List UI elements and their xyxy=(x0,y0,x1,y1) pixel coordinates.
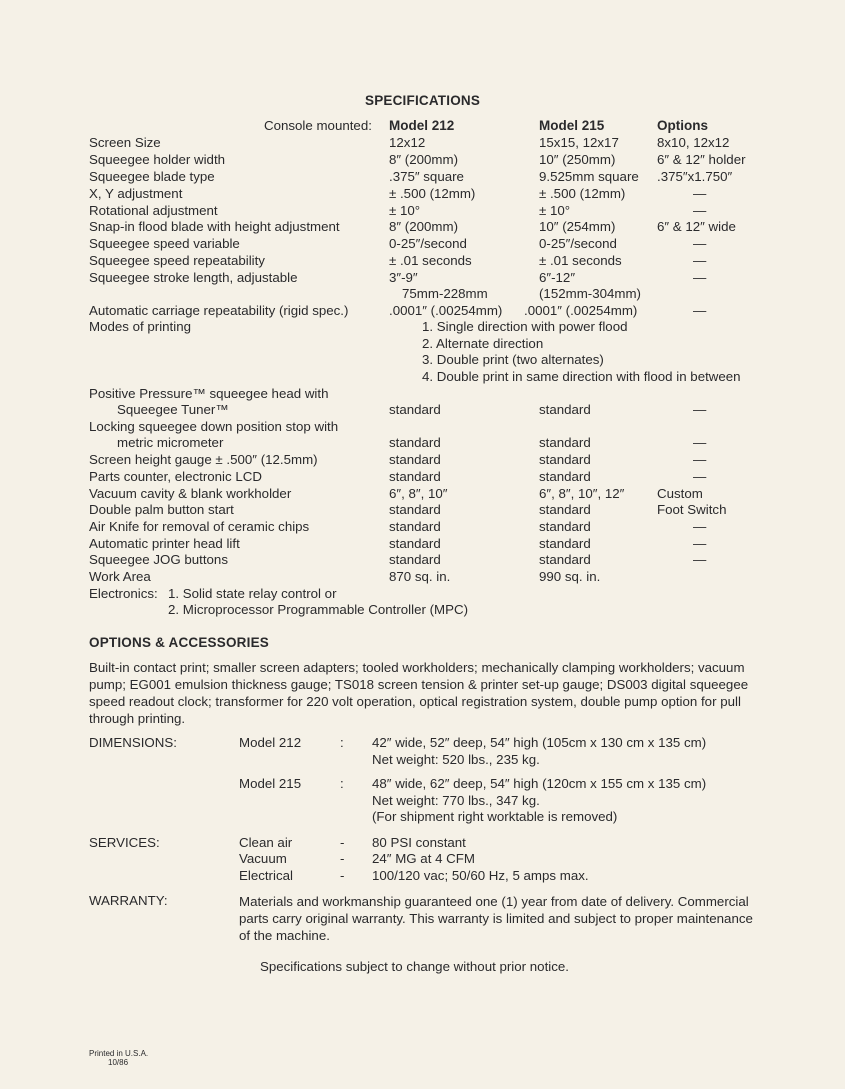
squeegee-tuner-label: Squeegee Tuner™ xyxy=(117,402,229,417)
positive-pressure-model-212: standard xyxy=(389,402,441,417)
metric-micrometer-label: metric micrometer xyxy=(117,435,224,450)
dimensions-model-215-label: Model 215 xyxy=(239,776,302,791)
printing-mode-item: 2. Alternate direction xyxy=(422,336,544,351)
spec-row-option: — xyxy=(693,536,707,551)
spec-row-model-212: standard xyxy=(389,536,441,551)
spec-row-option: — xyxy=(693,270,707,285)
spec-row-model-212: ± .500 (12mm) xyxy=(389,186,476,201)
dimensions-model-215-weight: Net weight: 770 lbs., 347 kg. xyxy=(372,793,540,808)
spec-row-model-212: 3″-9″ xyxy=(389,270,418,285)
spec-row-option: — xyxy=(693,552,707,567)
service-name: Electrical xyxy=(239,868,293,883)
spec-row-option: 6″ & 12″ wide xyxy=(657,219,736,234)
dimensions-model-212-weight: Net weight: 520 lbs., 235 kg. xyxy=(372,752,540,767)
spec-row-model-212: standard xyxy=(389,552,441,567)
spec-row-model-215: ± 10° xyxy=(539,203,571,218)
spec-row-model-215: 10″ (250mm) xyxy=(539,152,616,167)
dimensions-separator: : xyxy=(340,735,344,750)
spec-row-option: 6″ & 12″ holder xyxy=(657,152,746,167)
spec-row-model-215: standard xyxy=(539,469,591,484)
spec-row-option: — xyxy=(693,452,707,467)
dimensions-separator: : xyxy=(340,776,344,791)
spec-row-model-212: standard xyxy=(389,469,441,484)
spec-row-model-215: standard xyxy=(539,452,591,467)
spec-row-model-212: 0-25″/second xyxy=(389,236,467,251)
spec-row-model-215: 990 sq. in. xyxy=(539,569,601,584)
spec-row-model-212: 8″ (200mm) xyxy=(389,219,458,234)
column-header-model-215: Model 215 xyxy=(539,118,605,133)
electronics-label: Electronics: xyxy=(89,586,158,601)
spec-row-option: Foot Switch xyxy=(657,502,727,517)
spec-row-option: — xyxy=(693,469,707,484)
column-header-model-212: Model 212 xyxy=(389,118,455,133)
spec-row-label: Automatic printer head lift xyxy=(89,536,240,551)
spec-row-model-212: 12x12 xyxy=(389,135,426,150)
spec-row-label: Squeegee speed repeatability xyxy=(89,253,265,268)
spec-row-model-215: 10″ (254mm) xyxy=(539,219,616,234)
spec-row-model-212: ± .01 seconds xyxy=(389,253,472,268)
spec-row-model-215: 9.525mm square xyxy=(539,169,639,184)
carriage-repeatability-label: Automatic carriage repeatability (rigid spec.) xyxy=(89,303,349,318)
printing-mode-item: 3. Double print (two alternates) xyxy=(422,352,604,367)
spec-row-model-215: 15x15, 12x17 xyxy=(539,135,619,150)
service-separator: - xyxy=(340,868,345,883)
spec-row-label: Snap-in flood blade with height adjustment xyxy=(89,219,340,234)
electronics-item: 2. Microprocessor Programmable Controller (MPC) xyxy=(168,602,468,617)
service-name: Vacuum xyxy=(239,851,287,866)
spec-row-label: Parts counter, electronic LCD xyxy=(89,469,262,484)
spec-row-option: — xyxy=(693,186,707,201)
page-title: SPECIFICATIONS xyxy=(365,93,481,108)
services-label: SERVICES: xyxy=(89,835,160,850)
dimensions-model-215-note: (For shipment right worktable is removed) xyxy=(372,809,618,824)
positive-pressure-model-215: standard xyxy=(539,402,591,417)
spec-row-model-212: 8″ (200mm) xyxy=(389,152,458,167)
spec-row-label: Double palm button start xyxy=(89,502,234,517)
locking-stop-label: Locking squeegee down position stop with xyxy=(89,419,339,434)
spec-row-option: Custom xyxy=(657,486,703,501)
spec-row-model-212: standard xyxy=(389,452,441,467)
warranty-text: Materials and workmanship guaranteed one (1) year from date of delivery. Commercial parts carry original warranty. This warranty is limited and subject to proper maintenance of the machine. xyxy=(239,894,753,943)
carriage-repeatability-model-212: .0001″ (.00254mm) xyxy=(389,303,503,318)
column-header-options: Options xyxy=(657,118,708,133)
change-notice: Specifications subject to change without prior notice. xyxy=(260,959,569,974)
positive-pressure-label: Positive Pressure™ squeegee head with xyxy=(89,386,329,401)
spec-row-model-212: ± 10° xyxy=(389,203,421,218)
spec-row-label: X, Y adjustment xyxy=(89,186,183,201)
carriage-repeatability-option: — xyxy=(693,303,707,318)
spec-row-label: Screen Size xyxy=(89,135,161,150)
spec-row-label: Vacuum cavity & blank workholder xyxy=(89,486,292,501)
spec-row-label: Air Knife for removal of ceramic chips xyxy=(89,519,310,534)
spec-row-option: — xyxy=(693,236,707,251)
spec-row-option: 8x10, 12x12 xyxy=(657,135,730,150)
positive-pressure-option: — xyxy=(693,402,707,417)
printed-in-usa: Printed in U.S.A. xyxy=(89,1049,149,1058)
spec-row-option: — xyxy=(693,519,707,534)
options-heading: OPTIONS & ACCESSORIES xyxy=(89,635,269,650)
spec-row-model-215: ± .01 seconds xyxy=(539,253,622,268)
locking-stop-option: — xyxy=(693,435,707,450)
carriage-repeatability-model-215: .0001″ (.00254mm) xyxy=(524,303,638,318)
dimensions-model-215-size: 48″ wide, 62″ deep, 54″ high (120cm x 155 cm x 135 cm) xyxy=(372,776,707,791)
dimensions-model-212-label: Model 212 xyxy=(239,735,302,750)
spec-row-model-212: .375″ square xyxy=(389,169,464,184)
spec-row-model-212: 870 sq. in. xyxy=(389,569,451,584)
printing-mode-item: 1. Single direction with power flood xyxy=(422,319,628,334)
spec-row-model-212: standard xyxy=(389,502,441,517)
spec-row-model-215: standard xyxy=(539,519,591,534)
service-separator: - xyxy=(340,851,345,866)
spec-row-label: Screen height gauge ± .500″ (12.5mm) xyxy=(89,452,318,467)
modes-of-printing-label: Modes of printing xyxy=(89,319,191,334)
spec-row-model-215: 0-25″/second xyxy=(539,236,617,251)
dimensions-model-212-size: 42″ wide, 52″ deep, 54″ high (105cm x 130 cm x 135 cm) xyxy=(372,735,707,750)
spec-row-label: Squeegee speed variable xyxy=(89,236,240,251)
spec-row-model-215: 6″, 8″, 10″, 12″ xyxy=(539,486,625,501)
spec-row-model-212: standard xyxy=(389,519,441,534)
printing-mode-item: 4. Double print in same direction with flood in between xyxy=(422,369,741,384)
spec-row-model-215: 6″-12″ xyxy=(539,270,576,285)
stroke-mm-model-215: (152mm-304mm) xyxy=(539,286,641,301)
electronics-item: 1. Solid state relay control or xyxy=(168,586,337,601)
spec-row-label: Rotational adjustment xyxy=(89,203,218,218)
spec-row-label: Work Area xyxy=(89,569,151,584)
console-mounted-label: Console mounted: xyxy=(264,118,372,133)
spec-row-label: Squeegee blade type xyxy=(89,169,215,184)
spec-row-model-215: standard xyxy=(539,536,591,551)
service-value: 80 PSI constant xyxy=(372,835,466,850)
dimensions-label: DIMENSIONS: xyxy=(89,735,177,750)
locking-stop-model-215: standard xyxy=(539,435,591,450)
spec-row-model-215: standard xyxy=(539,502,591,517)
spec-row-model-215: standard xyxy=(539,552,591,567)
locking-stop-model-212: standard xyxy=(389,435,441,450)
spec-row-model-212: 6″, 8″, 10″ xyxy=(389,486,448,501)
spec-row-label: Squeegee stroke length, adjustable xyxy=(89,270,298,285)
spec-row-label: Squeegee JOG buttons xyxy=(89,552,228,567)
spec-row-option: .375″x1.750″ xyxy=(657,169,733,184)
spec-row-option: — xyxy=(693,253,707,268)
service-value: 100/120 vac; 50/60 Hz, 5 amps max. xyxy=(372,868,589,883)
warranty-label: WARRANTY: xyxy=(89,893,168,908)
stroke-mm-model-212: 75mm-228mm xyxy=(402,286,488,301)
spec-row-option: — xyxy=(693,203,707,218)
spec-row-label: Squeegee holder width xyxy=(89,152,226,167)
service-separator: - xyxy=(340,835,345,850)
print-date: 10/86 xyxy=(108,1058,129,1067)
service-name: Clean air xyxy=(239,835,293,850)
spec-row-model-215: ± .500 (12mm) xyxy=(539,186,626,201)
service-value: 24″ MG at 4 CFM xyxy=(372,851,475,866)
options-text: Built-in contact print; smaller screen adapters; tooled workholders; mechanically clamping workholders; vacuum pump; EG001 emulsion thickness gauge; TS018 screen tension & printer set-up gauge; DS003 digital squeegee speed readout clock; transformer for 220 volt operation, optical registration system, double pump option for pull through printing. xyxy=(89,660,749,726)
